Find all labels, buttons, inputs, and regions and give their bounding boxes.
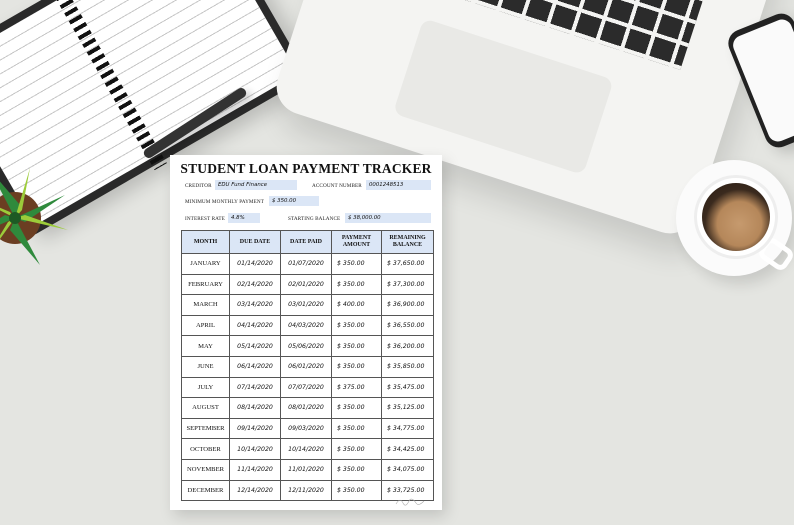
table-row [182, 398, 434, 419]
table-row [182, 315, 434, 336]
payment-amount-cell: $ 350.00 [332, 398, 382, 419]
creditor-label: CREDITOR [185, 183, 212, 189]
table-row [182, 274, 434, 295]
payment-amount-cell: $ 350.00 [332, 315, 382, 336]
month-cell: DECEMBER [182, 480, 230, 501]
remaining-balance-cell: $ 35,850.00 [382, 356, 434, 377]
remaining-balance-cell: $ 34,425.00 [382, 439, 434, 460]
date-paid-cell: 01/07/2020 [281, 254, 332, 275]
month-cell: JUNE [182, 356, 230, 377]
payment-amount-cell: $ 350.00 [332, 459, 382, 480]
due-date-cell: 02/14/2020 [230, 274, 281, 295]
col-due-date: DUE DATE [230, 231, 281, 254]
min-payment-field: $ 350.00 [269, 196, 319, 206]
remaining-balance-cell: $ 33,725.00 [382, 480, 434, 501]
col-month: MONTH [182, 231, 230, 254]
laptop-trackpad [393, 18, 614, 175]
payment-amount-cell: $ 350.00 [332, 274, 382, 295]
due-date-cell: 10/14/2020 [230, 439, 281, 460]
month-cell: SEPTEMBER [182, 418, 230, 439]
table-row [182, 254, 434, 275]
due-date-cell: 07/14/2020 [230, 377, 281, 398]
month-cell: FEBRUARY [182, 274, 230, 295]
remaining-balance-cell: $ 37,300.00 [382, 274, 434, 295]
creditor-field: EDU Fund Finance [215, 180, 297, 190]
due-date-cell: 05/14/2020 [230, 336, 281, 357]
remaining-balance-cell: $ 37,650.00 [382, 254, 434, 275]
payment-amount-cell: $ 400.00 [332, 295, 382, 316]
payment-amount-cell: $ 350.00 [332, 254, 382, 275]
signature-mark [395, 498, 425, 506]
payment-amount-cell: $ 375.00 [332, 377, 382, 398]
date-paid-cell: 02/01/2020 [281, 274, 332, 295]
col-remaining-balance: REMAINING BALANCE [382, 231, 434, 254]
account-number-label: ACCOUNT NUMBER [312, 183, 362, 189]
tracker-title: STUDENT LOAN PAYMENT TRACKER [180, 161, 432, 176]
payment-table [181, 230, 434, 501]
date-paid-cell: 07/07/2020 [281, 377, 332, 398]
table-row [182, 377, 434, 398]
payment-amount-cell: $ 350.00 [332, 439, 382, 460]
table-row [182, 418, 434, 439]
date-paid-cell: 05/06/2020 [281, 336, 332, 357]
date-paid-cell: 11/01/2020 [281, 459, 332, 480]
table-row [182, 439, 434, 460]
table-header-row [182, 231, 434, 254]
interest-rate-label: INTEREST RATE [185, 216, 225, 222]
remaining-balance-cell: $ 35,125.00 [382, 398, 434, 419]
date-paid-cell: 04/03/2020 [281, 315, 332, 336]
col-date-paid: DATE PAID [281, 231, 332, 254]
month-cell: APRIL [182, 315, 230, 336]
date-paid-cell: 09/03/2020 [281, 418, 332, 439]
interest-rate-field: 4.8% [228, 213, 260, 223]
month-cell: MAY [182, 336, 230, 357]
month-cell: MARCH [182, 295, 230, 316]
due-date-cell: 11/14/2020 [230, 459, 281, 480]
remaining-balance-cell: $ 35,475.00 [382, 377, 434, 398]
loan-tracker-sheet [170, 155, 442, 510]
date-paid-cell: 10/14/2020 [281, 439, 332, 460]
potted-plant [0, 160, 80, 270]
remaining-balance-cell: $ 36,550.00 [382, 315, 434, 336]
date-paid-cell: 12/11/2020 [281, 480, 332, 501]
table-row [182, 336, 434, 357]
month-cell: AUGUST [182, 398, 230, 419]
table-row [182, 295, 434, 316]
date-paid-cell: 08/01/2020 [281, 398, 332, 419]
date-paid-cell: 06/01/2020 [281, 356, 332, 377]
starting-balance-label: STARTING BALANCE [288, 216, 341, 222]
due-date-cell: 04/14/2020 [230, 315, 281, 336]
due-date-cell: 06/14/2020 [230, 356, 281, 377]
account-number-field: 0001248513 [366, 180, 431, 190]
due-date-cell: 03/14/2020 [230, 295, 281, 316]
date-paid-cell: 03/01/2020 [281, 295, 332, 316]
due-date-cell: 01/14/2020 [230, 254, 281, 275]
remaining-balance-cell: $ 34,775.00 [382, 418, 434, 439]
month-cell: JULY [182, 377, 230, 398]
remaining-balance-cell: $ 36,900.00 [382, 295, 434, 316]
col-payment-amount: PAYMENT AMOUNT [332, 231, 382, 254]
remaining-balance-cell: $ 36,200.00 [382, 336, 434, 357]
starting-balance-field: $ 38,000.00 [345, 213, 431, 223]
payment-amount-cell: $ 350.00 [332, 356, 382, 377]
remaining-balance-cell: $ 34,075.00 [382, 459, 434, 480]
due-date-cell: 09/14/2020 [230, 418, 281, 439]
due-date-cell: 08/14/2020 [230, 398, 281, 419]
min-payment-label: MINIMUM MONTHLY PAYMENT [185, 199, 265, 205]
table-row [182, 459, 434, 480]
table-row [182, 356, 434, 377]
month-cell: OCTOBER [182, 439, 230, 460]
due-date-cell: 12/14/2020 [230, 480, 281, 501]
month-cell: NOVEMBER [182, 459, 230, 480]
payment-amount-cell: $ 350.00 [332, 336, 382, 357]
coffee [702, 183, 770, 251]
payment-amount-cell: $ 350.00 [332, 480, 382, 501]
month-cell: JANUARY [182, 254, 230, 275]
payment-amount-cell: $ 350.00 [332, 418, 382, 439]
